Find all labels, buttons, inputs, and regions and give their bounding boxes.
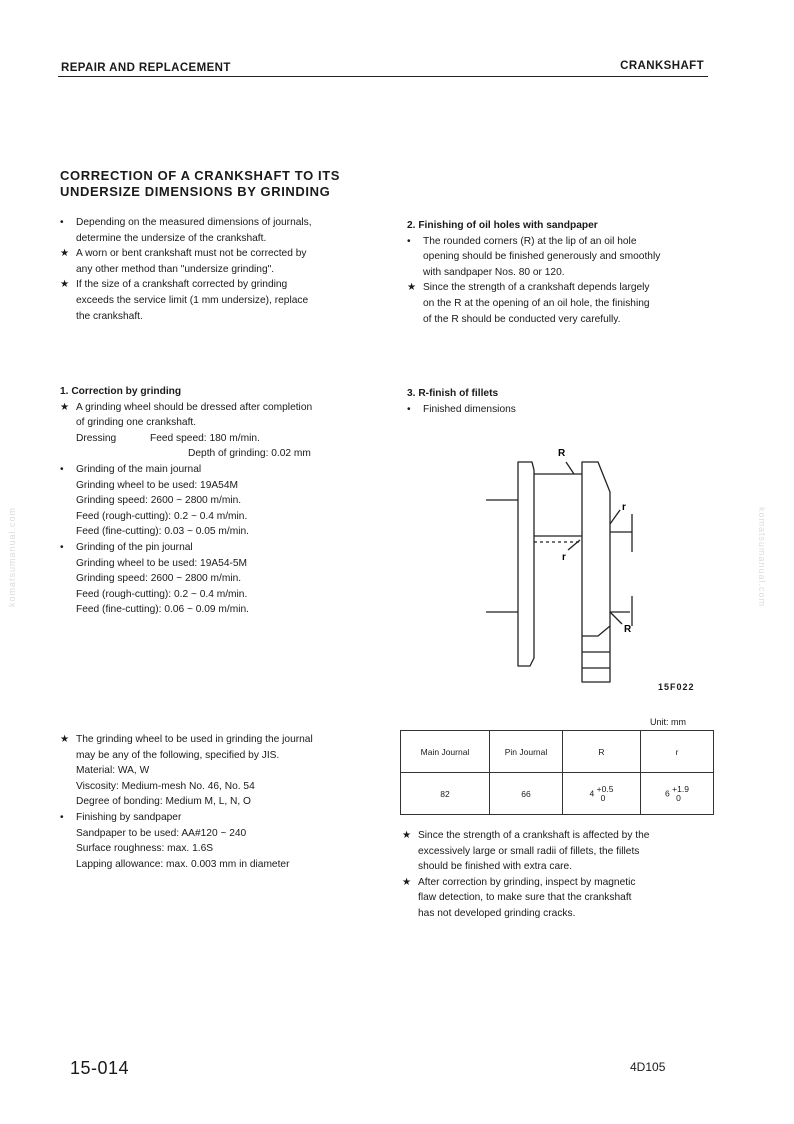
figure-code: 15F022: [658, 682, 695, 692]
note-line: Since the strength of a crankshaft is affected by the: [418, 830, 650, 841]
R-upper: +0.5: [596, 783, 614, 794]
spec-line: Feed (fine-cutting): 0.03 ~ 0.05 m/min.: [76, 526, 249, 538]
note-line: of the R should be conducted very carefully.: [423, 313, 621, 325]
fillet-note: [402, 828, 718, 875]
r-tolerance: [672, 785, 689, 803]
note-line: excessively large or small radii of fillets, the fillets: [418, 845, 640, 857]
spec-line: Grinding wheel to be used: 19A54M: [76, 479, 238, 491]
star-marker: ★: [402, 876, 412, 888]
page-number: 15-014: [70, 1058, 130, 1078]
section-oil-hole-finishing: [407, 218, 717, 327]
star-marker: ★: [60, 401, 70, 413]
intro-line: A worn or bent crankshaft must not be corrected by: [76, 248, 307, 260]
R-leader-bottom: [610, 612, 622, 624]
section-3-heading: 3. R-finish of fillets: [407, 388, 499, 399]
bullet-marker: •: [407, 235, 411, 247]
intro-line: If the size of a crankshaft corrected by grinding: [76, 279, 288, 291]
left-crank-web: [518, 462, 534, 666]
r-base: 6: [665, 787, 670, 798]
oil-hole-star: [407, 280, 717, 327]
watermark-left: komatsumanual.com: [7, 506, 18, 608]
inspection-note: [402, 875, 718, 922]
table-unit: Unit: mm: [650, 717, 686, 727]
header-topic-label: CRANKSHAFT: [620, 60, 704, 72]
R-leader-top: [566, 462, 574, 474]
header-r: r: [641, 731, 714, 773]
main-journal-title: Grinding of the main journal: [76, 463, 202, 475]
star-marker: ★: [60, 279, 70, 291]
intro-item: [60, 215, 378, 246]
finished-dimensions-label: Finished dimensions: [423, 403, 516, 415]
fillet-label-R-bottom: R: [624, 624, 632, 635]
note-line: has not developed grinding cracks.: [418, 907, 576, 919]
fillet-notes: [402, 828, 718, 922]
intro-item: [60, 246, 378, 277]
bullet-marker: •: [60, 541, 64, 553]
spec-line: Degree of bonding: Medium M, L, N, O: [76, 796, 251, 808]
note-line: of grinding one crankshaft.: [76, 417, 197, 429]
star-marker: ★: [407, 282, 417, 294]
fillet-dimension-table: [400, 730, 714, 815]
spec-line: Sandpaper to be used: AA#120 ~ 240: [76, 827, 247, 839]
note-line: flaw detection, to make sure that the crankshaft: [418, 892, 632, 904]
watermark-right: komatsumanual.com: [757, 506, 768, 608]
section-r-finish-of-fillets: [407, 386, 717, 417]
fillet-label-R-top: R: [558, 448, 566, 459]
r-lower: 0: [676, 792, 681, 803]
fillet-label-r-mid: r: [562, 552, 566, 563]
r-leader-right: [610, 510, 620, 524]
spec-line: Feed (rough-cutting): 0.2 ~ 0.4 m/min.: [76, 588, 248, 600]
page-title-line-1: CORRECTION OF A CRANKSHAFT TO ITS: [60, 168, 341, 183]
R-tolerance: [597, 785, 614, 803]
section-correction-by-grinding: [60, 384, 378, 618]
right-crank-web: [582, 462, 610, 636]
depth-of-grinding: Depth of grinding: 0.02 mm: [188, 448, 311, 460]
fillet-label-r-right: r: [622, 502, 626, 513]
bullet-marker: •: [60, 811, 64, 823]
note-line: with sandpaper Nos. 80 or 120.: [423, 266, 565, 278]
star-marker: ★: [60, 248, 70, 260]
note-line: Since the strength of a crankshaft depends largely: [423, 282, 650, 294]
cell-R: [563, 773, 641, 815]
spec-line: Grinding wheel to be used: 19A54-5M: [76, 557, 248, 569]
sandpaper-finishing: [60, 810, 378, 872]
header-R: R: [563, 731, 641, 773]
spec-line: Material: WA, W: [76, 765, 150, 777]
pin-journal-title: Grinding of the pin journal: [76, 541, 193, 553]
spec-line: Feed (rough-cutting): 0.2 ~ 0.4 m/min.: [76, 510, 248, 522]
dressing-note: [60, 400, 378, 462]
intro-item: [60, 277, 378, 324]
page-title-line-2: UNDERSIZE DIMENSIONS BY GRINDING: [60, 184, 331, 199]
intro-line: exceeds the service limit (1 mm undersize), replace: [76, 294, 309, 306]
header-pin-journal: Pin Journal: [490, 731, 563, 773]
intro-line: Depending on the measured dimensions of journals,: [76, 217, 312, 228]
star-marker: ★: [402, 830, 412, 841]
intro-list: [60, 215, 378, 324]
spec-line: Grinding speed: 2600 ~ 2800 m/min.: [76, 573, 242, 585]
r-upper: +1.9: [672, 783, 689, 794]
R-lower: 0: [600, 792, 606, 803]
spec-line: Viscosity: Medium-mesh No. 46, No. 54: [76, 780, 255, 792]
cell-pin-journal: 66: [490, 773, 563, 815]
pin-journal-grinding: [60, 540, 378, 618]
note-line: After correction by grinding, inspect by magnetic: [418, 876, 636, 888]
header-section-label: REPAIR AND REPLACEMENT: [61, 62, 231, 74]
main-journal-grinding: [60, 462, 378, 540]
finished-dimensions: [407, 402, 717, 418]
header-main-journal: Main Journal: [401, 731, 490, 773]
cell-r: [641, 773, 714, 815]
intro-line: any other method than "undersize grinding".: [76, 263, 275, 275]
wheel-spec-note: [60, 732, 378, 810]
page-title: [60, 168, 340, 200]
grinding-wheel-note: [60, 732, 378, 872]
dressing-label: Dressing: [76, 432, 117, 444]
spec-line: Lapping allowance: max. 0.003 mm in diameter: [76, 858, 290, 870]
note-line: opening should be finished generously and smoothly: [423, 251, 661, 263]
oil-hole-bullet: [407, 234, 717, 281]
sandpaper-title: Finishing by sandpaper: [76, 811, 182, 823]
dressing-row: [76, 431, 378, 447]
feed-speed: Feed speed: 180 m/min.: [150, 432, 260, 444]
section-2-heading: 2. Finishing of oil holes with sandpaper: [407, 220, 598, 231]
note-line: may be any of the following, specified by JIS.: [76, 749, 280, 761]
note-line: The grinding wheel to be used in grinding the journal: [76, 734, 313, 745]
header-rule: [58, 76, 708, 77]
note-line: on the R at the opening of an oil hole, the finishing: [423, 297, 650, 309]
model-code: 4D105: [630, 1060, 666, 1074]
section-1-heading: 1. Correction by grinding: [60, 386, 182, 397]
star-marker: ★: [60, 734, 70, 745]
note-line: The rounded corners (R) at the lip of an oil hole: [423, 235, 637, 247]
spec-line: Surface roughness: max. 1.6S: [76, 843, 214, 855]
spec-line: Feed (fine-cutting): 0.06 ~ 0.09 m/min.: [76, 604, 249, 616]
cell-main-journal: 82: [401, 773, 490, 815]
intro-line: the crankshaft.: [76, 310, 143, 322]
right-web-extension: [582, 626, 610, 682]
note-line: A grinding wheel should be dressed after completion: [76, 401, 313, 413]
bullet-marker: •: [60, 463, 64, 475]
spec-line: Grinding speed: 2600 ~ 2800 m/min.: [76, 495, 242, 507]
R-base: 4: [589, 787, 595, 798]
bullet-marker: •: [60, 217, 64, 228]
note-line: should be finished with extra care.: [418, 861, 573, 873]
bullet-marker: •: [407, 403, 411, 415]
intro-line: determine the undersize of the crankshaft.: [76, 232, 267, 244]
crankshaft-fillet-diagram: [470, 440, 640, 690]
